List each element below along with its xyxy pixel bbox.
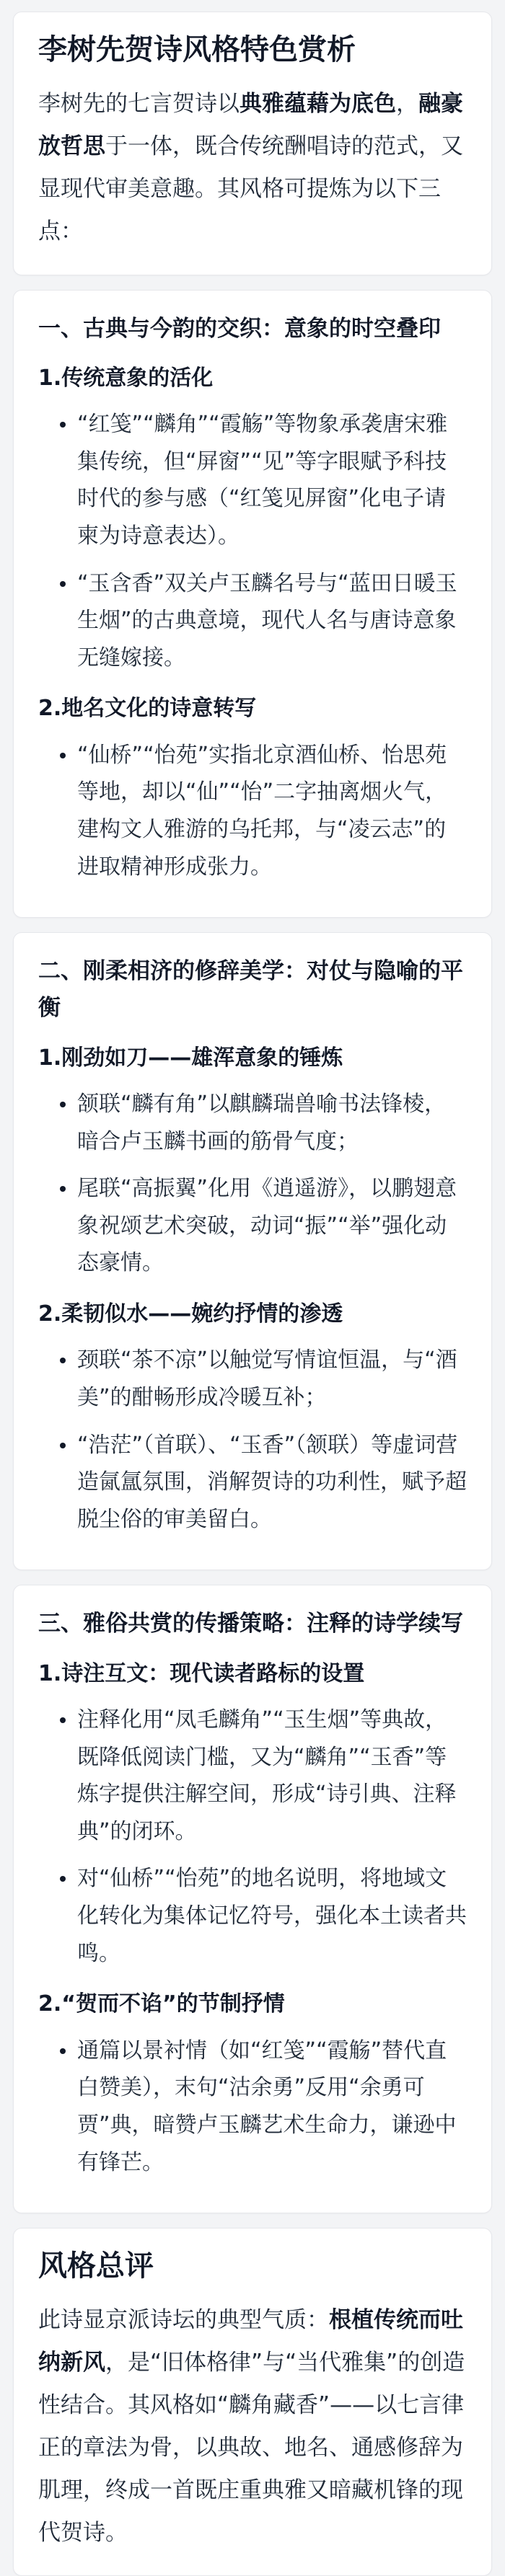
- subsection-1-2: [38, 691, 467, 885]
- subheading-text: 传统意象的活化: [61, 365, 214, 391]
- bullet-list: [38, 737, 467, 885]
- bullet-text: “红笺”“麟角”“霞觞”等物象承袭唐宋雅集传统，但“屏窗”“见”等字眼赋予科技时代的参与感（“红笺见屏窗”化电子请柬为诗意表达）。: [77, 412, 448, 549]
- intro-card: [13, 12, 492, 275]
- list-item: [38, 565, 467, 677]
- bullet-icon: [60, 581, 66, 587]
- bullet-icon: [60, 1102, 66, 1107]
- subheading-number: 2.: [38, 1991, 62, 2017]
- subheading-text: “贺而不谄”的节制抒情: [61, 1991, 285, 2017]
- subheading-3-2: [38, 1986, 467, 2022]
- list-item: [38, 1701, 467, 1850]
- summary-text-2: ，是“旧体格律”与“当代雅集”的创造性结合。其风格如“麟角藏香”——以七言律正的章法为骨，以典故、地名、通感修辞为肌理，终成一首既庄重典雅又暗藏机锋的现代贺诗。: [38, 2350, 465, 2546]
- summary-paragraph: [38, 2299, 467, 2554]
- page-title: 李树先贺诗风格特色赏析: [38, 33, 356, 66]
- subsection-2-2: [38, 1296, 467, 1538]
- subheading-3-1: [38, 1656, 467, 1692]
- bullet-list: [38, 2032, 467, 2181]
- subheading-number: 1.: [38, 365, 62, 391]
- subheading-number: 1.: [38, 1045, 62, 1071]
- subheading-2-1: [38, 1040, 467, 1076]
- subheading-2-2: [38, 1296, 467, 1332]
- bullet-icon: [60, 1876, 66, 1882]
- bullet-icon: [60, 2048, 66, 2054]
- subheading-text: 地名文化的诗意转写: [61, 696, 257, 722]
- subheading-text: 诗注互文：现代读者路标的设置: [61, 1660, 365, 1686]
- section-title-1: 一、古典与今韵的交织：意象的时空叠印: [38, 315, 441, 342]
- summary-card: [13, 2228, 492, 2576]
- list-item: [38, 1170, 467, 1282]
- intro-text-1: 李树先的七言贺诗以: [38, 91, 240, 117]
- subsection-2-1: [38, 1040, 467, 1282]
- bullet-list: [38, 1342, 467, 1538]
- subsection-1-1: [38, 360, 467, 677]
- bullet-icon: [60, 753, 66, 758]
- bullet-list: [38, 1701, 467, 1972]
- list-item: [38, 1342, 467, 1416]
- bullet-text: “浩茫”（首联）、“玉香”（颔联）等虚词营造氤氲氛围，消解贺诗的功利性，赋予超脱尘俗的审美留白。: [77, 1432, 467, 1532]
- intro-bold-2: 融豪放哲思: [38, 91, 463, 159]
- summary-text-1: 此诗显京派诗坛的典型气质：: [38, 2307, 329, 2334]
- intro-text-2: ，: [396, 91, 418, 117]
- bullet-text: “仙桥”“怡苑”实指北京酒仙桥、怡思苑等地，却以“仙”“怡”二字抽离烟火气，建构文人雅游的乌托邦，与“凌云志”的进取精神形成张力。: [77, 742, 447, 880]
- intro-paragraph: [38, 83, 467, 253]
- bullet-text: 颈联“茶不凉”以触觉写情谊恒温，与“酒美”的酣畅形成冷暖互补；: [77, 1347, 457, 1411]
- section-title-2: 二、刚柔相济的修辞美学：对仗与隐喻的平衡: [38, 958, 463, 1022]
- subheading-1-1: [38, 360, 467, 397]
- bullet-icon: [60, 1443, 66, 1448]
- subheading-text: 柔韧似水——婉约抒情的渗透: [61, 1301, 343, 1327]
- subheading-number: 2.: [38, 696, 62, 722]
- list-item: [38, 1427, 467, 1539]
- list-item: [38, 737, 467, 885]
- list-item: [38, 1860, 467, 1972]
- subheading-text: 刚劲如刀——雄浑意象的锤炼: [61, 1045, 343, 1071]
- section-card-3: [13, 1585, 492, 2213]
- bullet-list: [38, 1086, 467, 1282]
- subsection-3-2: [38, 1986, 467, 2181]
- bullet-list: [38, 406, 467, 676]
- subsection-3-1: [38, 1656, 467, 1973]
- bullet-icon: [60, 1358, 66, 1363]
- bullet-text: 尾联“高振翼”化用《逍遥游》，以鹏翅意象祝颂艺术突破，动词“振”“举”强化动态豪情。: [77, 1176, 457, 1276]
- list-item: [38, 1086, 467, 1160]
- bullet-text: “玉含香”双关卢玉麟名号与“蓝田日暖玉生烟”的古典意境，现代人名与唐诗意象无缝嫁接。: [77, 570, 457, 670]
- bullet-icon: [60, 1186, 66, 1192]
- bullet-icon: [60, 422, 66, 428]
- bullet-icon: [60, 1717, 66, 1723]
- section-title-3: 三、雅俗共赏的传播策略：注释的诗学续写: [38, 1611, 463, 1637]
- section-card-2: [13, 932, 492, 1570]
- subheading-number: 2.: [38, 1301, 62, 1327]
- intro-text-3: 于一体，既合传统酬唱诗的范式，又显现代审美意趣。其风格可提炼为以下三点：: [38, 133, 463, 244]
- bullet-text: 注释化用“凤毛麟角”“玉生烟”等典故，既降低阅读门槛，又为“麟角”“玉香”等炼字提供注解空间，形成“诗引典、注释典”的闭环。: [77, 1707, 457, 1844]
- summary-bold-1: 根植传统而吐纳新风: [38, 2307, 463, 2376]
- section-card-1: [13, 290, 492, 919]
- summary-title: 风格总评: [38, 2249, 154, 2283]
- bullet-text: 颔联“麟有角”以麒麟瑞兽喻书法锋棱，暗合卢玉麟书画的筋骨气度；: [77, 1092, 447, 1154]
- list-item: [38, 2032, 467, 2181]
- subheading-number: 1.: [38, 1660, 62, 1686]
- intro-bold-1: 典雅蕴藉为底色: [240, 91, 396, 117]
- list-item: [38, 406, 467, 554]
- subheading-1-2: [38, 691, 467, 727]
- bullet-text: 通篇以景衬情（如“红笺”“霞觞”替代直白赞美），末句“沽余勇”反用“余勇可贾”典，暗赞卢玉麟艺术生命力，谦逊中有锋芒。: [77, 2037, 457, 2175]
- bullet-text: 对“仙桥”“怡苑”的地名说明，将地域文化转化为集体记忆符号，强化本土读者共鸣。: [77, 1866, 467, 1966]
